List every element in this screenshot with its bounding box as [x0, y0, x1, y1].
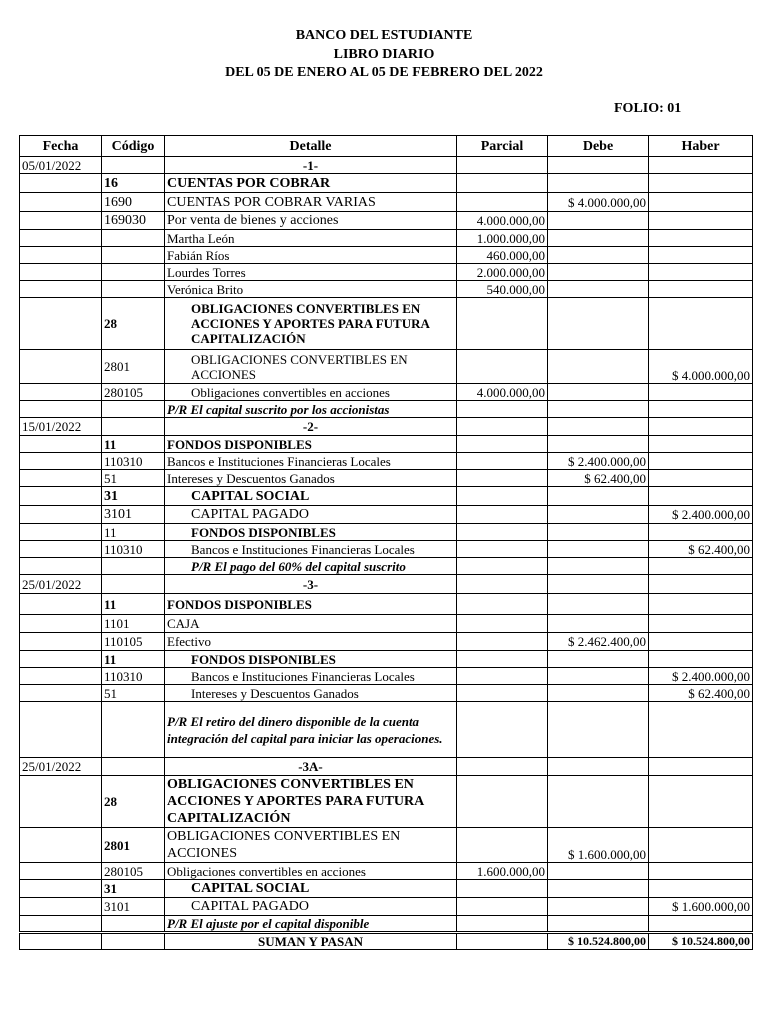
cell-fecha — [20, 453, 102, 470]
cell-codigo: 16 — [102, 174, 165, 193]
cell-codigo: 31 — [102, 487, 165, 506]
col-detalle: Detalle — [165, 136, 457, 157]
cell-fecha — [20, 350, 102, 384]
cell-parcial — [457, 776, 548, 828]
table-row — [20, 193, 753, 212]
cell-debe — [548, 384, 649, 401]
cell-haber: $ 62.400,00 — [649, 685, 753, 702]
cell-parcial — [457, 541, 548, 558]
bank-name: BANCO DEL ESTUDIANTE — [295, 28, 473, 43]
cell-parcial: 4.000.000,00 — [457, 384, 548, 401]
cell-fecha — [20, 541, 102, 558]
cell-detalle: OBLIGACIONES CONVERTIBLES EN ACCIONES Y APORTES PARA FUTURA CAPITALIZACIÓN — [165, 298, 457, 350]
col-parcial: Parcial — [457, 136, 548, 157]
cell-debe — [548, 558, 649, 575]
table-row — [20, 453, 753, 470]
cell-parcial — [457, 615, 548, 633]
cell-codigo: 28 — [102, 298, 165, 350]
entry-number: -2- — [165, 418, 457, 436]
cell-parcial — [457, 418, 548, 436]
cell-parcial — [457, 651, 548, 668]
cell-detalle: Efectivo — [165, 633, 457, 651]
cell-fecha: 05/01/2022 — [20, 157, 102, 174]
cell-fecha — [20, 298, 102, 350]
cell-codigo: 280105 — [102, 863, 165, 880]
cell-debe — [548, 298, 649, 350]
cell-fecha — [20, 933, 102, 950]
cell-detalle: Bancos e Instituciones Financieras Locales — [165, 453, 457, 470]
cell-haber — [649, 916, 753, 933]
cell-haber — [649, 575, 753, 594]
entry-description: P/R El ajuste por el capital disponible — [165, 916, 457, 933]
cell-fecha — [20, 506, 102, 524]
cell-debe — [548, 898, 649, 916]
cell-codigo: 169030 — [102, 212, 165, 230]
cell-debe — [548, 350, 649, 384]
cell-fecha — [20, 651, 102, 668]
cell-parcial — [457, 916, 548, 933]
cell-fecha — [20, 702, 102, 758]
cell-fecha — [20, 524, 102, 541]
cell-debe: $ 2.462.400,00 — [548, 633, 649, 651]
cell-haber: $ 2.400.000,00 — [649, 668, 753, 685]
cell-debe — [548, 758, 649, 776]
cell-fecha: 25/01/2022 — [20, 575, 102, 594]
cell-detalle: Bancos e Instituciones Financieras Locales — [165, 668, 457, 685]
cell-detalle: Obligaciones convertibles en acciones — [165, 384, 457, 401]
table-row — [20, 668, 753, 685]
cell-haber — [649, 281, 753, 298]
cell-debe — [548, 157, 649, 174]
table-row — [20, 758, 753, 776]
journal-title: LIBRO DIARIO — [333, 47, 435, 62]
cell-debe — [548, 615, 649, 633]
cell-parcial — [457, 594, 548, 615]
cell-codigo — [102, 702, 165, 758]
cell-codigo: 110310 — [102, 668, 165, 685]
table-row — [20, 157, 753, 174]
cell-debe — [548, 212, 649, 230]
cell-fecha: 15/01/2022 — [20, 418, 102, 436]
cell-debe: $ 4.000.000,00 — [548, 193, 649, 212]
cell-codigo: 31 — [102, 880, 165, 898]
cell-detalle: FONDOS DISPONIBLES — [165, 651, 457, 668]
cell-parcial — [457, 487, 548, 506]
cell-haber — [649, 758, 753, 776]
cell-debe — [548, 594, 649, 615]
cell-detalle: FONDOS DISPONIBLES — [165, 436, 457, 453]
cell-haber — [649, 193, 753, 212]
table-row — [20, 575, 753, 594]
table-row — [20, 174, 753, 193]
cell-debe — [548, 524, 649, 541]
cell-detalle: Fabián Ríos — [165, 247, 457, 264]
cell-fecha — [20, 264, 102, 281]
table-row — [20, 898, 753, 916]
cell-debe — [548, 281, 649, 298]
cell-codigo — [102, 230, 165, 247]
cell-codigo: 3101 — [102, 898, 165, 916]
cell-fecha — [20, 558, 102, 575]
cell-haber — [649, 487, 753, 506]
cell-debe — [548, 418, 649, 436]
cell-codigo — [102, 758, 165, 776]
entry-number: -1- — [165, 157, 457, 174]
cell-detalle: Obligaciones convertibles en acciones — [165, 863, 457, 880]
cell-parcial — [457, 575, 548, 594]
cell-haber — [649, 651, 753, 668]
cell-parcial — [457, 193, 548, 212]
totals-label: SUMAN Y PASAN — [165, 933, 457, 950]
table-row — [20, 776, 753, 828]
cell-parcial — [457, 157, 548, 174]
cell-codigo: 2801 — [102, 828, 165, 863]
cell-fecha — [20, 633, 102, 651]
cell-parcial — [457, 898, 548, 916]
cell-debe — [548, 401, 649, 418]
cell-fecha — [20, 384, 102, 401]
entry-number: -3- — [165, 575, 457, 594]
cell-debe — [548, 230, 649, 247]
cell-detalle: Lourdes Torres — [165, 264, 457, 281]
cell-haber — [649, 418, 753, 436]
cell-codigo: 3101 — [102, 506, 165, 524]
cell-haber — [649, 157, 753, 174]
cell-detalle: CUENTAS POR COBRAR VARIAS — [165, 193, 457, 212]
header-row — [20, 136, 753, 157]
cell-debe — [548, 880, 649, 898]
cell-codigo: 11 — [102, 594, 165, 615]
cell-fecha: 25/01/2022 — [20, 758, 102, 776]
table-row — [20, 880, 753, 898]
entry-description: P/R El pago del 60% del capital suscrito — [165, 558, 457, 575]
table-row — [20, 264, 753, 281]
cell-fecha — [20, 776, 102, 828]
cell-haber — [649, 436, 753, 453]
cell-debe — [548, 575, 649, 594]
cell-haber — [649, 615, 753, 633]
cell-debe — [548, 436, 649, 453]
cell-debe — [548, 174, 649, 193]
cell-haber — [649, 828, 753, 863]
cell-detalle: OBLIGACIONES CONVERTIBLES EN ACCIONES — [165, 350, 457, 384]
cell-detalle: CAJA — [165, 615, 457, 633]
cell-codigo: 1690 — [102, 193, 165, 212]
cell-haber — [649, 401, 753, 418]
cell-parcial — [457, 668, 548, 685]
cell-fecha — [20, 594, 102, 615]
period-title: DEL 05 DE ENERO AL 05 DE FEBRERO DEL 2022 — [225, 65, 543, 80]
cell-codigo: 280105 — [102, 384, 165, 401]
cell-detalle: OBLIGACIONES CONVERTIBLES EN ACCIONES — [165, 828, 457, 863]
table-row — [20, 298, 753, 350]
cell-debe — [548, 264, 649, 281]
cell-parcial — [457, 453, 548, 470]
cell-detalle: CAPITAL PAGADO — [165, 898, 457, 916]
cell-debe — [548, 776, 649, 828]
cell-detalle: Intereses y Descuentos Ganados — [165, 685, 457, 702]
cell-haber — [649, 298, 753, 350]
table-row — [20, 506, 753, 524]
cell-fecha — [20, 668, 102, 685]
table-row — [20, 651, 753, 668]
table-row — [20, 487, 753, 506]
cell-haber — [649, 264, 753, 281]
cell-codigo: 51 — [102, 470, 165, 487]
total-haber: $ 10.524.800,00 — [649, 933, 753, 950]
cell-haber — [649, 558, 753, 575]
cell-haber — [649, 594, 753, 615]
cell-detalle: Bancos e Instituciones Financieras Locales — [165, 541, 457, 558]
cell-parcial — [457, 401, 548, 418]
table-row — [20, 916, 753, 933]
col-debe: Debe — [548, 136, 649, 157]
cell-fecha — [20, 436, 102, 453]
cell-codigo: 11 — [102, 524, 165, 541]
cell-fecha — [20, 230, 102, 247]
cell-parcial: 540.000,00 — [457, 281, 548, 298]
cell-fecha — [20, 898, 102, 916]
totals-row — [20, 933, 753, 950]
table-row — [20, 594, 753, 615]
cell-debe: $ 2.400.000,00 — [548, 453, 649, 470]
table-row — [20, 230, 753, 247]
cell-codigo — [102, 575, 165, 594]
cell-detalle: OBLIGACIONES CONVERTIBLES EN ACCIONES Y APORTES PARA FUTURA CAPITALIZACIÓN — [165, 776, 457, 828]
table-row — [20, 350, 753, 384]
cell-parcial — [457, 758, 548, 776]
cell-haber — [649, 702, 753, 758]
folio-number: FOLIO: 01 — [614, 101, 682, 116]
cell-parcial — [457, 350, 548, 384]
cell-parcial — [457, 933, 548, 950]
cell-codigo — [102, 418, 165, 436]
cell-parcial: 4.000.000,00 — [457, 212, 548, 230]
table-row — [20, 436, 753, 453]
cell-debe — [548, 685, 649, 702]
cell-fecha — [20, 247, 102, 264]
cell-codigo: 11 — [102, 436, 165, 453]
cell-haber — [649, 863, 753, 880]
col-haber: Haber — [649, 136, 753, 157]
table-row — [20, 685, 753, 702]
cell-debe: $ 62.400,00 — [548, 470, 649, 487]
cell-haber — [649, 247, 753, 264]
cell-parcial: 1.600.000,00 — [457, 863, 548, 880]
cell-parcial: 460.000,00 — [457, 247, 548, 264]
cell-parcial — [457, 470, 548, 487]
col-codigo: Código — [102, 136, 165, 157]
cell-detalle: Por venta de bienes y acciones — [165, 212, 457, 230]
cell-fecha — [20, 401, 102, 418]
table-row — [20, 541, 753, 558]
table-row — [20, 615, 753, 633]
cell-parcial — [457, 828, 548, 863]
cell-fecha — [20, 487, 102, 506]
cell-parcial — [457, 298, 548, 350]
cell-codigo: 1101 — [102, 615, 165, 633]
cell-parcial — [457, 506, 548, 524]
cell-debe: $ 1.600.000,00 — [548, 828, 649, 863]
cell-debe — [548, 863, 649, 880]
cell-detalle: Intereses y Descuentos Ganados — [165, 470, 457, 487]
cell-codigo — [102, 401, 165, 418]
cell-codigo: 110310 — [102, 453, 165, 470]
table-row — [20, 384, 753, 401]
table-row — [20, 558, 753, 575]
cell-parcial — [457, 174, 548, 193]
cell-haber: $ 4.000.000,00 — [649, 350, 753, 384]
table-row — [20, 247, 753, 264]
cell-codigo: 51 — [102, 685, 165, 702]
cell-haber — [649, 212, 753, 230]
cell-codigo: 28 — [102, 776, 165, 828]
journal-table — [19, 135, 753, 950]
table-row — [20, 212, 753, 230]
cell-debe — [548, 916, 649, 933]
cell-parcial — [457, 880, 548, 898]
cell-debe — [548, 247, 649, 264]
table-row — [20, 418, 753, 436]
cell-detalle: FONDOS DISPONIBLES — [165, 594, 457, 615]
cell-parcial — [457, 685, 548, 702]
cell-parcial — [457, 558, 548, 575]
cell-debe — [548, 651, 649, 668]
cell-detalle: FONDOS DISPONIBLES — [165, 524, 457, 541]
cell-haber — [649, 230, 753, 247]
cell-fecha — [20, 193, 102, 212]
cell-detalle: CAPITAL SOCIAL — [165, 880, 457, 898]
cell-fecha — [20, 828, 102, 863]
cell-debe — [548, 487, 649, 506]
cell-detalle: Verónica Brito — [165, 281, 457, 298]
cell-parcial: 2.000.000,00 — [457, 264, 548, 281]
cell-haber — [649, 880, 753, 898]
cell-codigo — [102, 264, 165, 281]
cell-haber — [649, 633, 753, 651]
cell-haber — [649, 384, 753, 401]
table-row — [20, 828, 753, 863]
cell-fecha — [20, 174, 102, 193]
cell-haber: $ 2.400.000,00 — [649, 506, 753, 524]
cell-codigo — [102, 916, 165, 933]
cell-parcial — [457, 436, 548, 453]
cell-haber — [649, 470, 753, 487]
cell-parcial — [457, 702, 548, 758]
cell-debe — [548, 506, 649, 524]
table-row — [20, 281, 753, 298]
cell-fecha — [20, 615, 102, 633]
cell-haber: $ 62.400,00 — [649, 541, 753, 558]
table-row — [20, 702, 753, 758]
col-fecha: Fecha — [20, 136, 102, 157]
cell-codigo: 11 — [102, 651, 165, 668]
cell-detalle: CUENTAS POR COBRAR — [165, 174, 457, 193]
cell-debe — [548, 541, 649, 558]
cell-fecha — [20, 470, 102, 487]
cell-debe — [548, 702, 649, 758]
table-row — [20, 524, 753, 541]
cell-detalle: CAPITAL SOCIAL — [165, 487, 457, 506]
cell-haber — [649, 776, 753, 828]
table-row — [20, 401, 753, 418]
cell-fecha — [20, 863, 102, 880]
cell-debe — [548, 668, 649, 685]
cell-fecha — [20, 212, 102, 230]
cell-haber — [649, 524, 753, 541]
cell-codigo — [102, 933, 165, 950]
cell-haber — [649, 174, 753, 193]
cell-parcial — [457, 633, 548, 651]
cell-detalle: CAPITAL PAGADO — [165, 506, 457, 524]
cell-codigo — [102, 247, 165, 264]
cell-fecha — [20, 685, 102, 702]
table-row — [20, 633, 753, 651]
cell-codigo — [102, 281, 165, 298]
cell-parcial: 1.000.000,00 — [457, 230, 548, 247]
entry-description: P/R El capital suscrito por los accionistas — [165, 401, 457, 418]
cell-fecha — [20, 916, 102, 933]
cell-parcial — [457, 524, 548, 541]
cell-fecha — [20, 880, 102, 898]
total-debe: $ 10.524.800,00 — [548, 933, 649, 950]
cell-codigo: 110105 — [102, 633, 165, 651]
cell-haber: $ 1.600.000,00 — [649, 898, 753, 916]
cell-detalle: Martha León — [165, 230, 457, 247]
cell-codigo: 110310 — [102, 541, 165, 558]
cell-fecha — [20, 281, 102, 298]
table-row — [20, 470, 753, 487]
table-row — [20, 863, 753, 880]
entry-description: P/R El retiro del dinero disponible de la cuenta integración del capital para iniciar las operaciones. — [165, 702, 457, 758]
cell-codigo: 2801 — [102, 350, 165, 384]
entry-number: -3A- — [165, 758, 457, 776]
cell-codigo — [102, 157, 165, 174]
cell-codigo — [102, 558, 165, 575]
cell-haber — [649, 453, 753, 470]
